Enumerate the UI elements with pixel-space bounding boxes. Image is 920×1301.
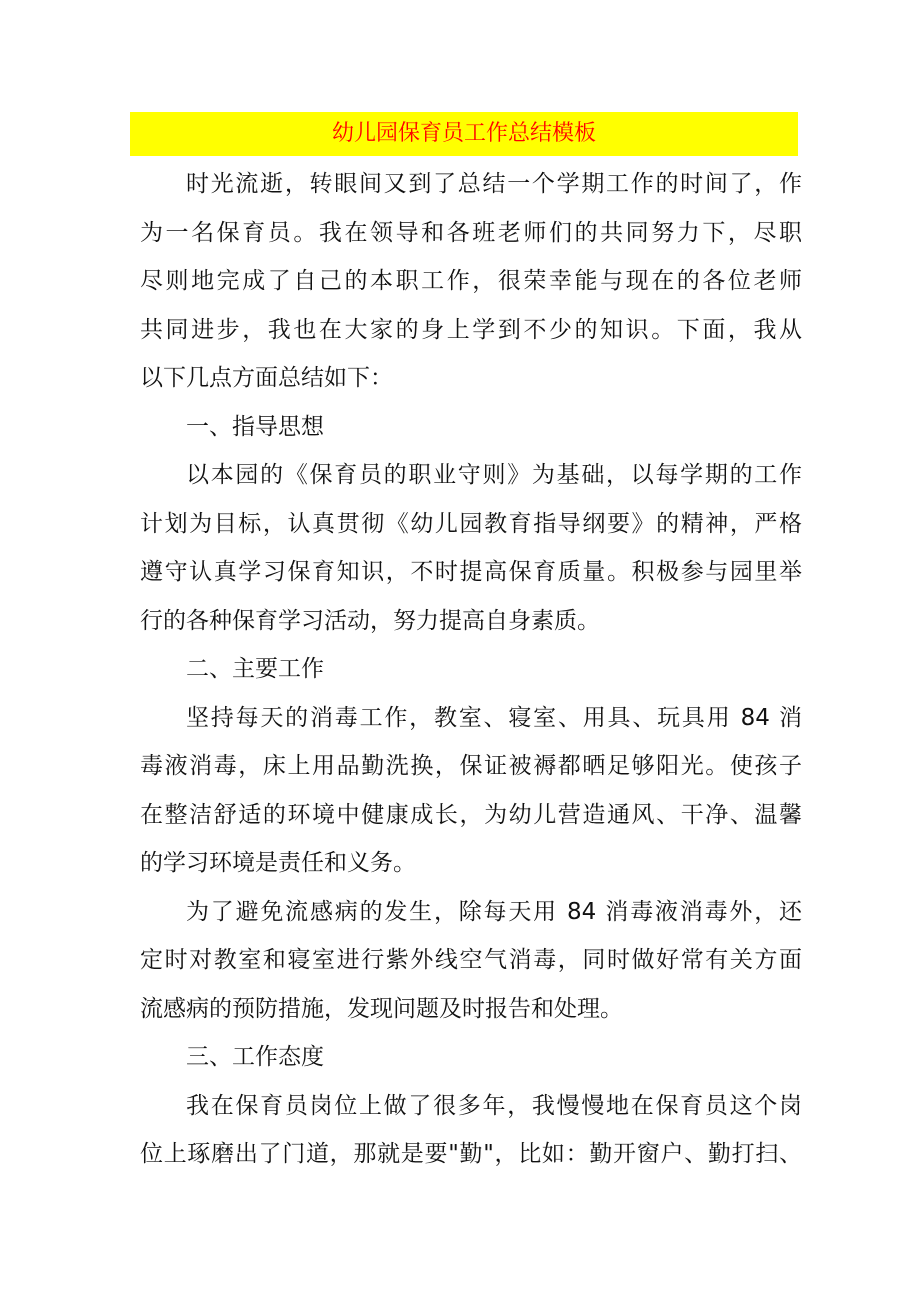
text-line: 尽则地完成了自己的本职工作，很荣幸能与现在的各位老师	[140, 268, 802, 294]
paragraph-work-attitude	[140, 1082, 802, 1179]
paragraph-guiding-thought	[140, 451, 802, 645]
text-line: 为一名保育员。我在领导和各班老师们的共同努力下，尽职	[140, 219, 802, 246]
text-line: 遵守认真学习保育知识，不时提高保育质量。积极参与园里举	[140, 559, 802, 585]
document-title: 幼儿园保育员工作总结模板	[130, 112, 798, 156]
text-line: 流感病的预防措施，发现问题及时报告和处理。	[140, 995, 623, 1022]
heading-text: 三、工作态度	[186, 1044, 324, 1070]
text-line: 毒液消毒，床上用品勤洗换，保证被褥都晒足够阳光。使孩子	[140, 753, 802, 779]
document-body	[140, 160, 802, 1179]
text-line: 以下几点方面总结如下：	[140, 365, 393, 391]
text-line: 在整洁舒适的环境中健康成长，为幼儿营造通风、干净、温馨	[140, 801, 802, 828]
text-line: 计划为目标，认真贯彻《幼儿园教育指导纲要》的精神，严格	[140, 510, 802, 537]
text-line: 共同进步，我也在大家的身上学到不少的知识。下面，我从	[140, 316, 802, 343]
paragraph-intro	[140, 160, 802, 403]
paragraph-main-work-flu-prevention	[140, 888, 802, 1034]
text-line: 以本园的《保育员的职业守则》为基础，以每学期的工作	[186, 462, 802, 488]
text-line: 位上琢磨出了门道，那就是要"勤"，比如：勤开窗户、勤打扫、	[140, 1141, 802, 1167]
text-line: 我在保育员岗位上做了很多年，我慢慢地在保育员这个岗	[186, 1092, 802, 1119]
heading-text: 二、主要工作	[186, 656, 324, 682]
text-line: 的学习环境是责任和义务。	[140, 850, 416, 876]
text-line: 行的各种保育学习活动，努力提高自身素质。	[140, 607, 600, 634]
section-heading-work-attitude	[140, 1033, 802, 1082]
heading-text: 一、指导思想	[186, 413, 324, 440]
text-line: 定时对教室和寝室进行紫外线空气消毒，同时做好常有关方面	[140, 947, 802, 973]
paragraph-main-work-disinfection	[140, 694, 802, 888]
text-line: 为了避免流感病的发生，除每天用 84 消毒液消毒外，还	[186, 898, 802, 925]
text-line: 坚持每天的消毒工作，教室、寝室、用具、玩具用 84 消	[186, 704, 802, 731]
section-heading-guiding-thought	[140, 403, 802, 452]
text-line: 时光流逝，转眼间又到了总结一个学期工作的时间了，作	[186, 171, 802, 197]
section-heading-main-work	[140, 645, 802, 694]
